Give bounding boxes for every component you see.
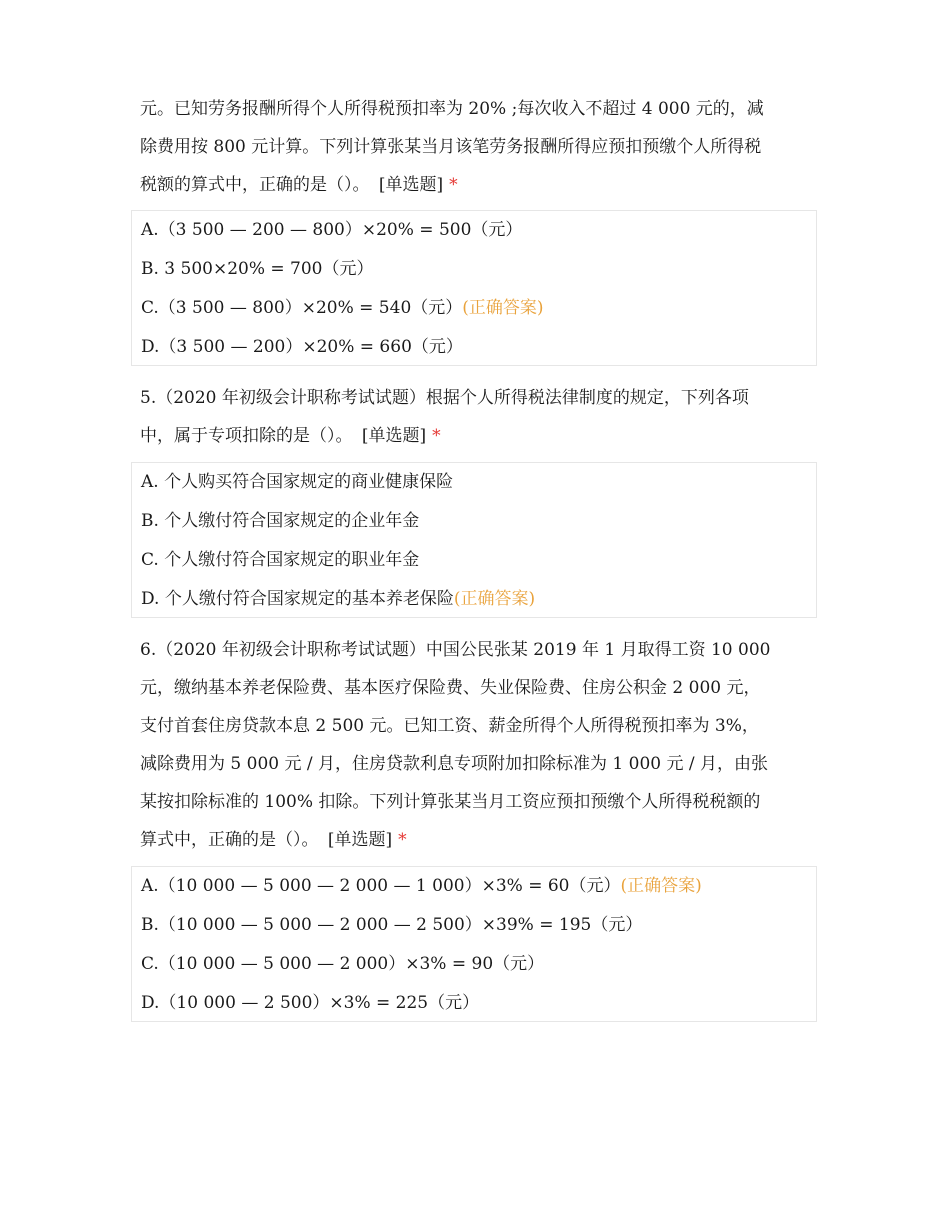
stem-line: 算式中，正确的是（）。 [单选题] * — [140, 830, 407, 850]
option-b[interactable]: B.（10 000 — 5 000 — 2 000 — 2 500）×39% = 195（元） — [141, 915, 643, 935]
question-type: [单选题] — [361, 426, 427, 446]
stem-line: 某按扣除标准的 100% 扣除。下列计算张某当月工资应预扣预缴个人所得税税额的 — [140, 792, 761, 812]
question-stem — [140, 631, 820, 859]
option-b[interactable]: B. 3 500×20% = 700（元） — [141, 259, 374, 279]
required-marker: * — [449, 175, 458, 195]
stem-line: 中，属于专项扣除的是（）。 [单选题] * — [140, 426, 441, 446]
question-type: [单选题] — [378, 175, 444, 195]
option-c[interactable]: C.（10 000 — 5 000 — 2 000）×3% = 90（元） — [141, 954, 545, 974]
stem-line: 6.（2020 年初级会计职称考试试题）中国公民张某 2019 年 1 月取得工资 10 000 — [140, 640, 771, 660]
option-d[interactable]: D. 个人缴付符合国家规定的基本养老保险(正确答案) — [141, 589, 536, 609]
option-d[interactable]: D.（10 000 — 2 500）×3% = 225（元） — [141, 993, 480, 1013]
correct-answer-tag: (正确答案) — [462, 298, 544, 318]
correct-answer-tag: (正确答案) — [453, 589, 536, 609]
stem-line: 5.（2020 年初级会计职称考试试题）根据个人所得税法律制度的规定，下列各项 — [140, 388, 749, 408]
option-c[interactable]: C. 个人缴付符合国家规定的职业年金 — [141, 550, 420, 570]
required-marker: * — [432, 426, 441, 446]
option-b[interactable]: B. 个人缴付符合国家规定的企业年金 — [141, 511, 420, 531]
option-a[interactable]: A.（3 500 — 200 — 800）×20% = 500（元） — [141, 220, 523, 240]
option-c[interactable]: C.（3 500 — 800）×20% = 540（元）(正确答案) — [141, 298, 544, 318]
stem-line: 支付首套住房贷款本息 2 500 元。已知工资、薪金所得个人所得税预扣率为 3%， — [140, 716, 759, 736]
options-box — [131, 866, 817, 1022]
correct-answer-tag: (正确答案) — [620, 876, 702, 896]
option-a[interactable]: A.（10 000 — 5 000 — 2 000 — 1 000）×3% = 60（元）(正确答案) — [141, 876, 702, 896]
stem-line: 税额的算式中，正确的是（）。 [单选题] * — [140, 175, 458, 195]
required-marker: * — [398, 830, 407, 850]
question-stem — [140, 379, 820, 455]
question-type: [单选题] — [327, 830, 393, 850]
option-d[interactable]: D.（3 500 — 200）×20% = 660（元） — [141, 337, 463, 357]
options-box — [131, 462, 817, 618]
option-a[interactable]: A. 个人购买符合国家规定的商业健康保险 — [141, 472, 454, 492]
stem-line: 元，缴纳基本养老保险费、基本医疗保险费、失业保险费、住房公积金 2 000 元， — [140, 678, 761, 698]
question-stem — [140, 90, 820, 204]
options-box — [131, 210, 817, 366]
stem-line: 元。已知劳务报酬所得个人所得税预扣率为 20% ;每次收入不超过 4 000 元的，减 — [140, 99, 764, 119]
stem-line: 除费用按 800 元计算。下列计算张某当月该笔劳务报酬所得应预扣预缴个人所得税 — [140, 137, 762, 157]
stem-line: 减除费用为 5 000 元 / 月，住房贷款利息专项附加扣除标准为 1 000 元 / 月，由张 — [140, 754, 769, 774]
